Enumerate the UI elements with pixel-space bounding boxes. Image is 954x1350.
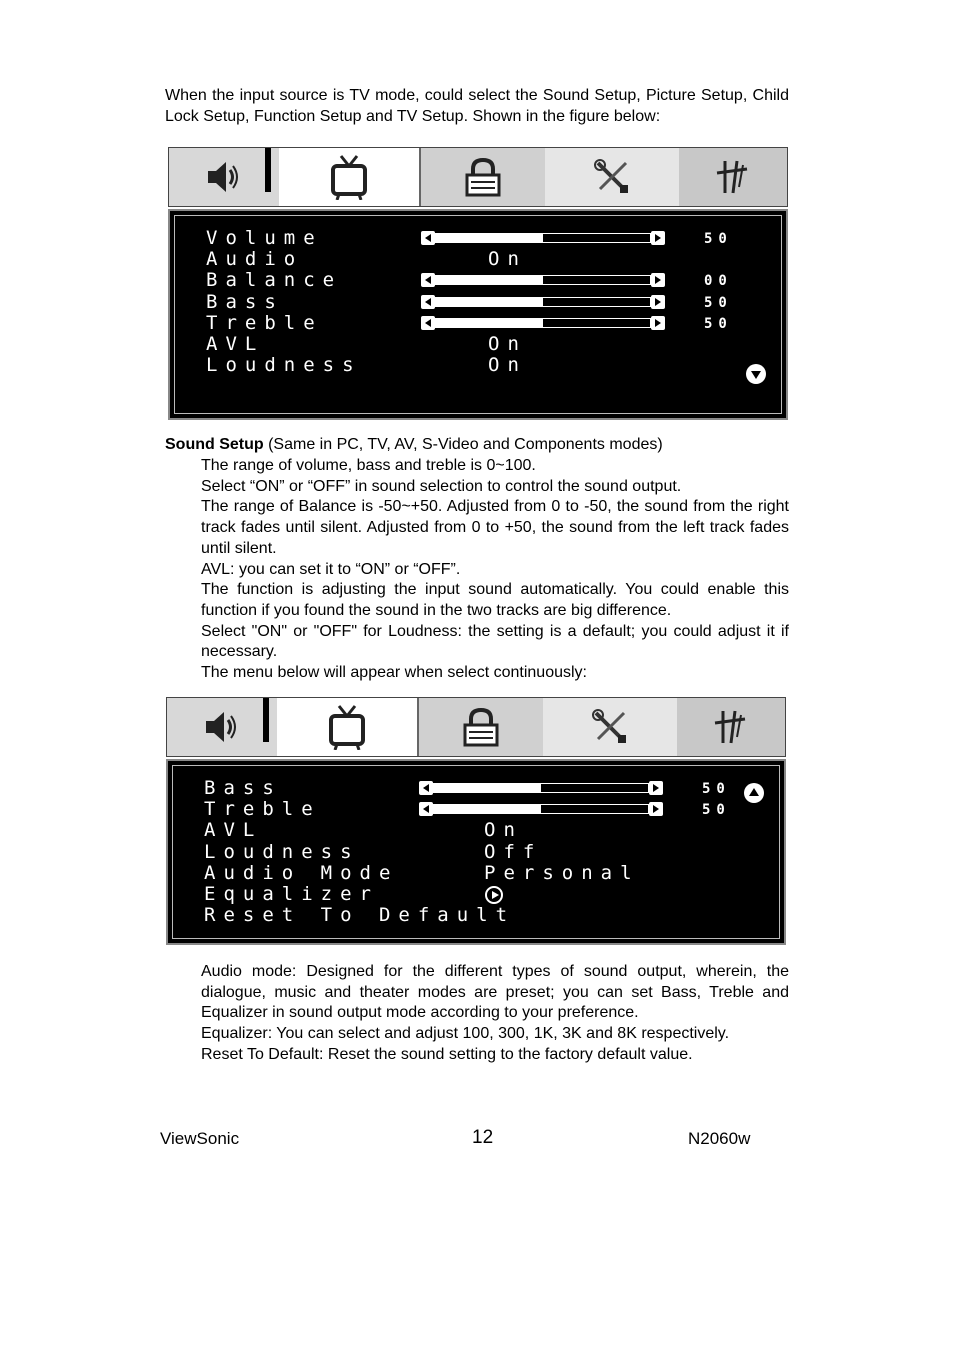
tab-child-lock[interactable] — [417, 698, 543, 756]
tab-sound[interactable] — [169, 148, 279, 206]
list-item-text: The range of volume, bass and treble is 0~100. — [201, 457, 536, 474]
slider-value: 50 — [704, 294, 733, 311]
level-slider[interactable] — [421, 295, 665, 309]
sound-setup-heading — [165, 435, 789, 456]
tab-picture[interactable] — [277, 698, 417, 756]
menu-row[interactable] — [170, 249, 786, 270]
menu-row-label: Equalizer — [204, 883, 379, 905]
level-slider[interactable] — [421, 273, 665, 287]
slider-value: 50 — [704, 231, 733, 247]
sound-menu-figure-2 — [166, 697, 786, 945]
lock-icon — [461, 707, 501, 747]
slider-fill — [436, 298, 543, 306]
menu-tab-bar — [168, 147, 788, 207]
slider-fill — [434, 805, 541, 813]
menu-row[interactable] — [170, 313, 786, 334]
lock-icon — [463, 157, 503, 197]
tab-tv-setup[interactable] — [677, 698, 785, 756]
menu-row-label: AVL — [206, 333, 265, 355]
menu-row[interactable] — [168, 842, 784, 863]
menu-row-label: Reset To Default — [204, 904, 516, 927]
slider-right-arrow-icon[interactable] — [649, 802, 663, 816]
list-item-text: AVL: you can set it to “ON” or “OFF”. — [201, 560, 461, 578]
list-item — [165, 497, 789, 559]
menu-row-label: Bass — [204, 777, 282, 799]
sound-menu-panel — [168, 209, 788, 420]
slider-fill — [436, 276, 543, 284]
intro-paragraph: When the input source is TV mode, could select the Sound Setup, Picture Setup, Child Lock Setup, Function Setup and TV Setup. Shown in the figure below: — [165, 87, 789, 125]
menu-row-label: Audio Mode — [204, 861, 399, 884]
menu-row-label: Loudness — [204, 840, 360, 863]
scroll-down-icon[interactable] — [746, 364, 766, 384]
level-slider[interactable] — [421, 316, 665, 330]
slider-track — [433, 783, 649, 793]
menu-row-label: Volume — [206, 227, 323, 249]
tv-icon — [329, 154, 369, 200]
list-item-text: Equalizer: You can select and adjust 100, 300, 1K, 3K and 8K respectively. — [201, 1025, 730, 1043]
slider-right-arrow-icon[interactable] — [649, 781, 663, 795]
list-item — [165, 622, 789, 684]
menu-row[interactable] — [170, 355, 786, 376]
slider-track — [433, 804, 649, 814]
menu-row-label: Audio — [206, 248, 304, 271]
slider-value: 00 — [704, 273, 733, 290]
menu-row[interactable] — [168, 778, 784, 799]
list-item-text: Select "ON" or "OFF" for Loudness: the setting is a default; you could adjust it if necessary. — [201, 622, 789, 661]
list-item-number: 1. — [165, 456, 194, 472]
menu-row[interactable] — [168, 863, 784, 884]
menu-row-value: On — [488, 354, 527, 377]
menu-row[interactable] — [168, 905, 784, 926]
slider-fill — [436, 319, 543, 327]
list-item-number: 5. — [165, 621, 194, 638]
menu-row-value: On — [488, 248, 527, 271]
tab-divider-tail — [265, 148, 271, 192]
slider-left-arrow-icon[interactable] — [421, 231, 435, 245]
slider-value: 50 — [704, 315, 733, 332]
menu-row-label: Balance — [206, 269, 343, 292]
tab-function[interactable] — [545, 148, 679, 206]
sound-setup-subtitle: (Same in PC, TV, AV, S-Video and Components modes) — [263, 436, 663, 453]
footer-page-number: 12 — [472, 1127, 494, 1148]
slider-fill — [436, 234, 543, 242]
slider-track — [435, 233, 651, 243]
list-item-number: 4. — [165, 559, 194, 576]
list-item-number: 7. — [165, 1024, 194, 1041]
menu-row[interactable] — [170, 228, 786, 249]
list-item-text: The menu below will appear when select continuously: — [201, 664, 587, 682]
slider-right-arrow-icon[interactable] — [651, 273, 665, 287]
tools-icon — [592, 157, 632, 197]
menu-row-label: AVL — [204, 819, 263, 842]
level-slider[interactable] — [421, 231, 665, 245]
enter-submenu-icon[interactable] — [485, 886, 503, 904]
list-item-text: Audio mode: Designed for the different types of sound output, wherein, the dialogue, music and theater modes are preset; you can set Bass, Treble and Equalizer in sound output mode according to your preference. — [201, 963, 789, 1022]
menu-row-label: Bass — [206, 290, 284, 313]
tv-icon — [327, 704, 367, 750]
menu-row-value: On — [484, 819, 523, 842]
list-item-number: 3. — [165, 497, 194, 514]
audio-options-list — [165, 962, 789, 1066]
list-item-number: 8. — [165, 1044, 194, 1061]
menu-row-value: On — [488, 333, 527, 355]
tab-child-lock[interactable] — [419, 148, 545, 206]
list-item — [165, 560, 789, 622]
sound-setup-list — [165, 456, 789, 684]
list-item — [165, 477, 789, 498]
slider-right-arrow-icon[interactable] — [651, 231, 665, 245]
slider-track — [435, 275, 651, 285]
slider-fill — [434, 784, 541, 792]
footer-brand: ViewSonic — [160, 1129, 240, 1148]
tab-tv-setup[interactable] — [679, 148, 787, 206]
list-item-text: Reset To Default: Reset the sound setting to the factory default value. — [201, 1045, 693, 1063]
tools-icon — [590, 707, 630, 747]
list-item-number: 6. — [165, 962, 194, 978]
menu-row[interactable] — [168, 820, 784, 841]
tab-divider-tail — [263, 698, 269, 742]
menu-row[interactable] — [168, 799, 784, 820]
slider-track — [435, 297, 651, 307]
antenna-icon — [713, 707, 749, 747]
tab-picture[interactable] — [279, 148, 419, 206]
list-item — [165, 1024, 789, 1045]
slider-value: 50 — [702, 781, 731, 797]
slider-left-arrow-icon[interactable] — [421, 273, 435, 287]
tab-sound[interactable] — [167, 698, 277, 756]
slider-right-arrow-icon[interactable] — [651, 295, 665, 309]
menu-tab-bar — [166, 697, 786, 757]
menu-row[interactable] — [170, 334, 786, 355]
antenna-icon — [715, 157, 751, 197]
menu-row-label: Treble — [204, 798, 321, 821]
level-slider[interactable] — [419, 802, 663, 816]
scroll-up-icon[interactable] — [744, 783, 764, 803]
slider-left-arrow-icon[interactable] — [421, 295, 435, 309]
list-item — [165, 962, 789, 1024]
slider-value: 50 — [702, 802, 731, 819]
list-item — [165, 1045, 789, 1066]
footer-model: N2060w — [688, 1129, 751, 1148]
sound-menu-panel — [166, 759, 786, 945]
list-item — [165, 456, 789, 477]
menu-row-value: Personal — [484, 861, 640, 884]
menu-row-label: Loudness — [206, 354, 362, 377]
slider-track — [435, 318, 651, 328]
speaker-icon — [202, 707, 242, 747]
menu-row[interactable] — [168, 884, 784, 905]
slider-left-arrow-icon[interactable] — [421, 316, 435, 330]
slider-left-arrow-icon[interactable] — [419, 802, 433, 816]
menu-row-label: Treble — [206, 311, 323, 334]
menu-row-value: Off — [484, 840, 543, 863]
tab-function[interactable] — [543, 698, 677, 756]
speaker-icon — [204, 157, 244, 197]
list-item-text: Select “ON” or “OFF” in sound selection to control the sound output. — [201, 477, 682, 495]
sound-setup-title: Sound Setup — [165, 436, 264, 453]
level-slider[interactable] — [419, 781, 663, 795]
slider-left-arrow-icon[interactable] — [419, 781, 433, 795]
list-item-number: 2. — [165, 476, 194, 493]
list-item-text: The function is adjusting the input sound automatically. You could enable this function if you found the sound in the two tracks are big difference. — [201, 581, 789, 619]
slider-right-arrow-icon[interactable] — [651, 316, 665, 330]
menu-row[interactable] — [170, 270, 786, 291]
sound-menu-figure-1 — [168, 147, 788, 421]
list-item-text: The range of Balance is -50~+50. Adjusted from 0 to -50, the sound from the right track fades until silent. Adjusted from 0 to +50, the sound from the left track fades until silent. — [201, 498, 789, 557]
menu-row[interactable] — [170, 292, 786, 313]
